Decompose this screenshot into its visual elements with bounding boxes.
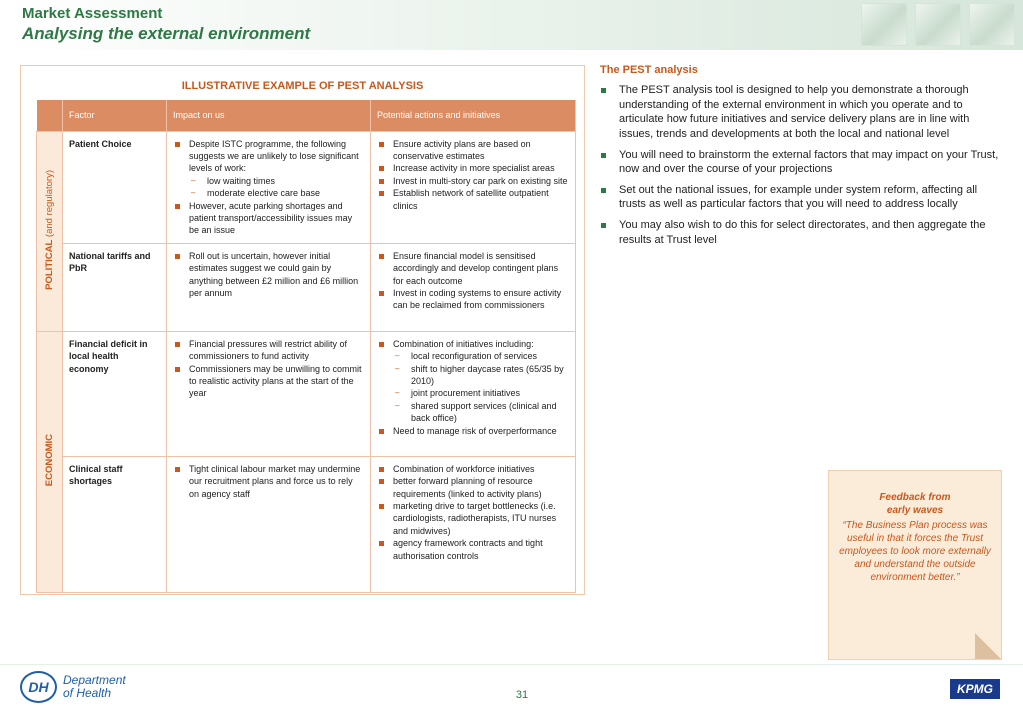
pest-panel-bullet: You will need to brainstorm the external factors that may impact on your Trust, now and over the course of your projections xyxy=(600,148,1000,177)
pest-panel-heading: The PEST analysis xyxy=(600,64,698,76)
table-row xyxy=(37,243,576,331)
pest-panel-bullet: Set out the national issues, for example under system reform, affecting all trusts as well as particular factors that you will need to address locally xyxy=(600,183,1000,212)
action-bullet: Ensure financial model is sensitised accordingly and develop contingent plans for each outcome xyxy=(377,250,569,287)
header-title: Market Assessment xyxy=(22,5,163,22)
footer-divider xyxy=(0,664,1023,665)
table-row xyxy=(37,131,576,243)
action-bullet: Establish network of satellite outpatient clinics xyxy=(377,187,569,212)
impact-bullet xyxy=(173,138,364,200)
action-sub-item: – local reconfiguration of services xyxy=(393,350,569,362)
impact-bullet: Financial pressures will restrict ability of commissioners to fund activity xyxy=(173,338,364,363)
factor-cell: Patient Choice xyxy=(63,131,167,243)
actions-cell xyxy=(371,131,576,243)
table-row xyxy=(37,331,576,456)
impact-cell xyxy=(167,331,371,456)
category-economic-label: ECONOMIC xyxy=(43,433,55,487)
dh-logo-line2: of Health xyxy=(63,686,112,700)
action-bullet: Combination of workforce initiatives xyxy=(377,463,569,475)
action-bullet: Invest in multi-story car park on existing site xyxy=(377,175,569,187)
action-bullet: marketing drive to target bottlenecks (i.e. cardiologists, radiotherapists, ITU nurses and midwives) xyxy=(377,500,569,537)
header-photo xyxy=(915,3,961,46)
action-sub-item: – joint procurement initiatives xyxy=(393,387,569,399)
category-political-label xyxy=(43,170,56,290)
impact-cell xyxy=(167,456,371,592)
action-bullet: Need to manage risk of overperformance xyxy=(377,425,569,437)
impact-bullet: Roll out is uncertain, however initial estimates suggest we could gain by anything between £2 million and £6 million per annum xyxy=(173,250,364,300)
factor-cell: Clinical staff shortages xyxy=(63,456,167,592)
action-bullet: agency framework contracts and tight authorisation controls xyxy=(377,537,569,562)
column-header-impact: Impact on us xyxy=(167,100,371,131)
pest-explanation-panel xyxy=(600,64,1000,253)
pest-table xyxy=(36,100,576,593)
pest-panel-bullet: The PEST analysis tool is designed to help you demonstrate a thorough understanding of the external environment in which you operate and to articulate how future initiatives and service delivery plans are in line with issues, trends and developments at both the local and national level xyxy=(600,83,1000,142)
kpmg-logo: KPMG xyxy=(950,679,1000,699)
impact-cell xyxy=(167,243,371,331)
feedback-heading-line2: early waves xyxy=(886,505,944,516)
action-text: Combination of initiatives including: xyxy=(393,338,534,349)
dh-logo-line1: Department xyxy=(63,672,126,687)
factor-cell: Financial deficit in local health economy xyxy=(63,331,167,456)
action-bullet: better forward planning of resource requirements (linked to activity plans) xyxy=(377,475,569,500)
header-image-strip xyxy=(861,3,1015,46)
action-bullet: Ensure activity plans are based on conservative estimates xyxy=(377,138,569,163)
factor-cell: National tariffs and PbR xyxy=(63,243,167,331)
action-bullet xyxy=(377,338,569,425)
impact-text: Despite ISTC programme, the following suggests we are unlikely to lose significant levels of work: xyxy=(189,138,359,174)
action-bullet: Invest in coding systems to ensure activity can be reclaimed from commissioners xyxy=(377,287,569,312)
column-header-factor: Factor xyxy=(63,100,167,131)
pest-example-frame xyxy=(20,65,585,595)
category-economic xyxy=(37,331,63,592)
category-political xyxy=(37,131,63,331)
header-corner xyxy=(37,100,63,131)
impact-sub-item: – low waiting times xyxy=(189,175,364,187)
category-political-name: POLITICAL xyxy=(43,239,55,290)
impact-bullet: However, acute parking shortages and patient transport/accessibility issues may be an issue xyxy=(173,200,364,237)
page-curl-icon xyxy=(975,633,1001,659)
dh-logo xyxy=(20,671,126,703)
actions-cell xyxy=(371,243,576,331)
actions-cell xyxy=(371,456,576,592)
pest-panel-bullets xyxy=(600,83,1000,247)
pest-panel-bullet: You may also wish to do this for select directorates, and then aggregate the results at Trust level xyxy=(600,218,1000,247)
dh-logo-mark: DH xyxy=(20,671,57,703)
header-photo xyxy=(969,3,1015,46)
impact-bullet: Commissioners may be unwilling to commit to realistic activity plans at the start of the year xyxy=(173,363,364,400)
actions-cell xyxy=(371,331,576,456)
impact-sub-item: – moderate elective care base xyxy=(189,187,364,199)
feedback-note xyxy=(828,470,1002,660)
column-header-actions: Potential actions and initiatives xyxy=(371,100,576,131)
header-subtitle: Analysing the external environment xyxy=(22,24,311,43)
category-political-sub: (and regulatory) xyxy=(43,169,55,237)
header-photo xyxy=(861,3,907,46)
feedback-heading-line1: Feedback from xyxy=(879,492,951,503)
pest-table-header xyxy=(37,100,576,131)
feedback-quote: “The Business Plan process was useful in that it forces the Trust employees to look more externally and understand the outside environment better.” xyxy=(839,520,991,583)
header-banner xyxy=(0,0,1023,50)
pest-example-title: ILLUSTRATIVE EXAMPLE OF PEST ANALYSIS xyxy=(181,80,424,92)
action-sub-item: – shift to higher daycase rates (65/35 by 2010) xyxy=(393,363,569,388)
action-sub-item: – shared support services (clinical and back office) xyxy=(393,400,569,425)
action-bullet: Increase activity in more specialist areas xyxy=(377,162,569,174)
impact-bullet: Tight clinical labour market may undermine our recruitment plans and force us to rely on agency staff xyxy=(173,463,364,500)
table-row xyxy=(37,456,576,592)
page-number: 31 xyxy=(515,689,529,701)
dh-logo-text xyxy=(63,674,126,700)
impact-cell xyxy=(167,131,371,243)
